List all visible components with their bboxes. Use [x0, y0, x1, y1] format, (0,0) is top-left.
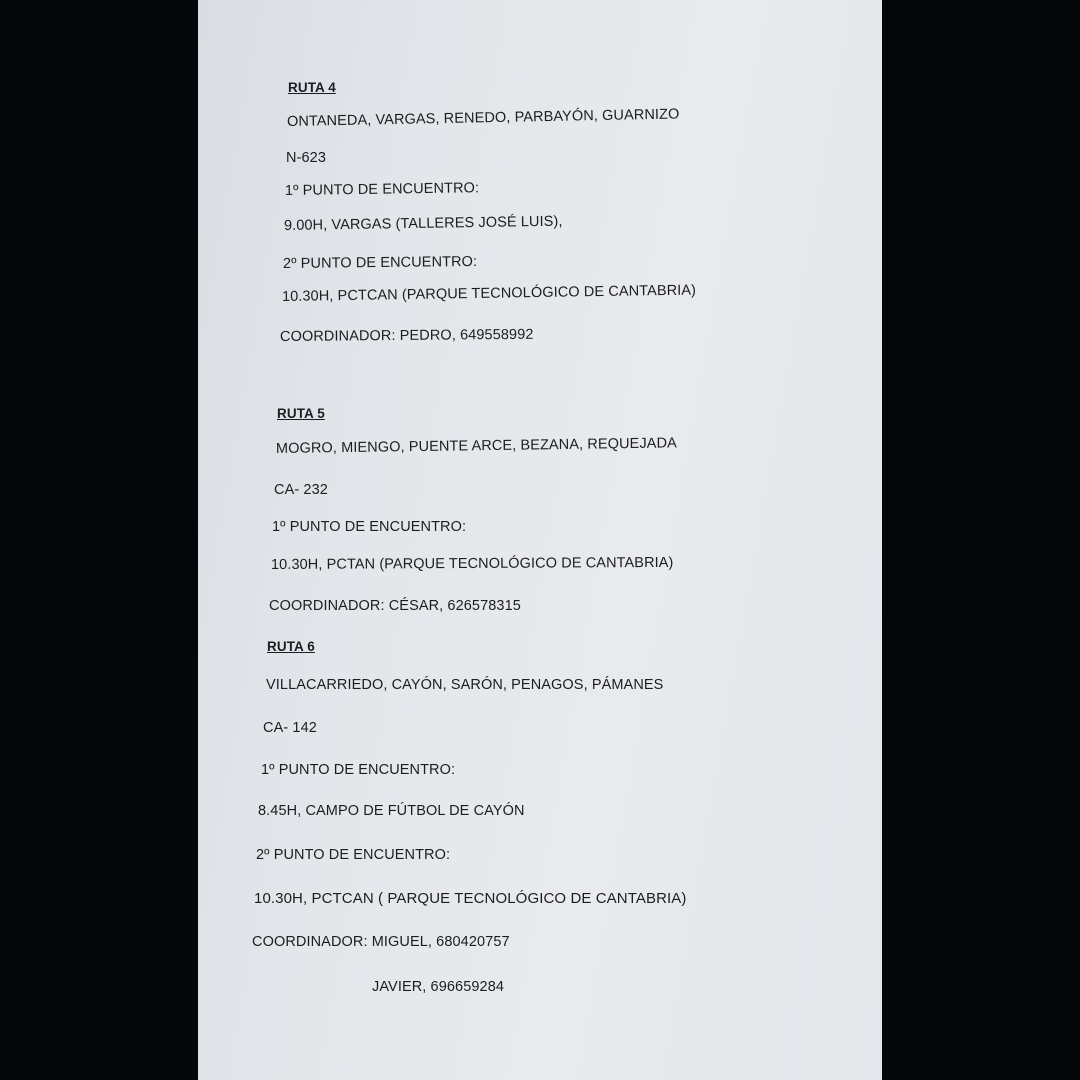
- route-6-meeting-point-1-detail: 8.45H, CAMPO DE FÚTBOL DE CAYÓN: [258, 803, 525, 819]
- route-6-meeting-point-2-label: 2º PUNTO DE ENCUENTRO:: [256, 847, 451, 863]
- route-5-heading: RUTA 5: [277, 406, 325, 421]
- route-5-meeting-point-1-label: 1º PUNTO DE ENCUENTRO:: [272, 519, 467, 535]
- route-6-road: CA- 142: [263, 720, 317, 736]
- route-5-towns: MOGRO, MIENGO, PUENTE ARCE, BEZANA, REQUEJADA: [275, 435, 677, 457]
- route-4-meeting-point-2-detail: 10.30H, PCTCAN (PARQUE TECNOLÓGICO DE CANTABRIA): [281, 282, 697, 305]
- route-5-road: CA- 232: [274, 482, 328, 498]
- route-6-coordinator-extra: JAVIER, 696659284: [372, 979, 505, 995]
- route-6-meeting-point-1-label: 1º PUNTO DE ENCUENTRO:: [261, 762, 456, 778]
- route-4-road: N-623: [286, 150, 326, 166]
- route-4-towns: ONTANEDA, VARGAS, RENEDO, PARBAYÓN, GUARNIZO: [286, 106, 680, 130]
- route-6-towns: VILLACARRIEDO, CAYÓN, SARÓN, PENAGOS, PÁMANES: [266, 677, 664, 693]
- route-6-coordinator: COORDINADOR: MIGUEL, 680420757: [252, 934, 510, 950]
- route-5-meeting-point-1-detail: 10.30H, PCTAN (PARQUE TECNOLÓGICO DE CANTABRIA): [270, 554, 674, 573]
- route-4-coordinator: COORDINADOR: PEDRO, 649558992: [279, 326, 534, 345]
- route-4-meeting-point-1-label: 1º PUNTO DE ENCUENTRO:: [284, 180, 480, 199]
- route-6-meeting-point-2-detail: 10.30H, PCTCAN ( PARQUE TECNOLÓGICO DE CANTABRIA): [254, 890, 687, 907]
- route-4-meeting-point-2-label: 2º PUNTO DE ENCUENTRO:: [282, 253, 478, 272]
- route-4-meeting-point-1-detail: 9.00H, VARGAS (TALLERES JOSÉ LUIS),: [283, 213, 563, 234]
- route-6-heading: RUTA 6: [267, 639, 315, 654]
- route-5-coordinator: COORDINADOR: CÉSAR, 626578315: [269, 598, 521, 614]
- route-4-heading: RUTA 4: [288, 80, 336, 95]
